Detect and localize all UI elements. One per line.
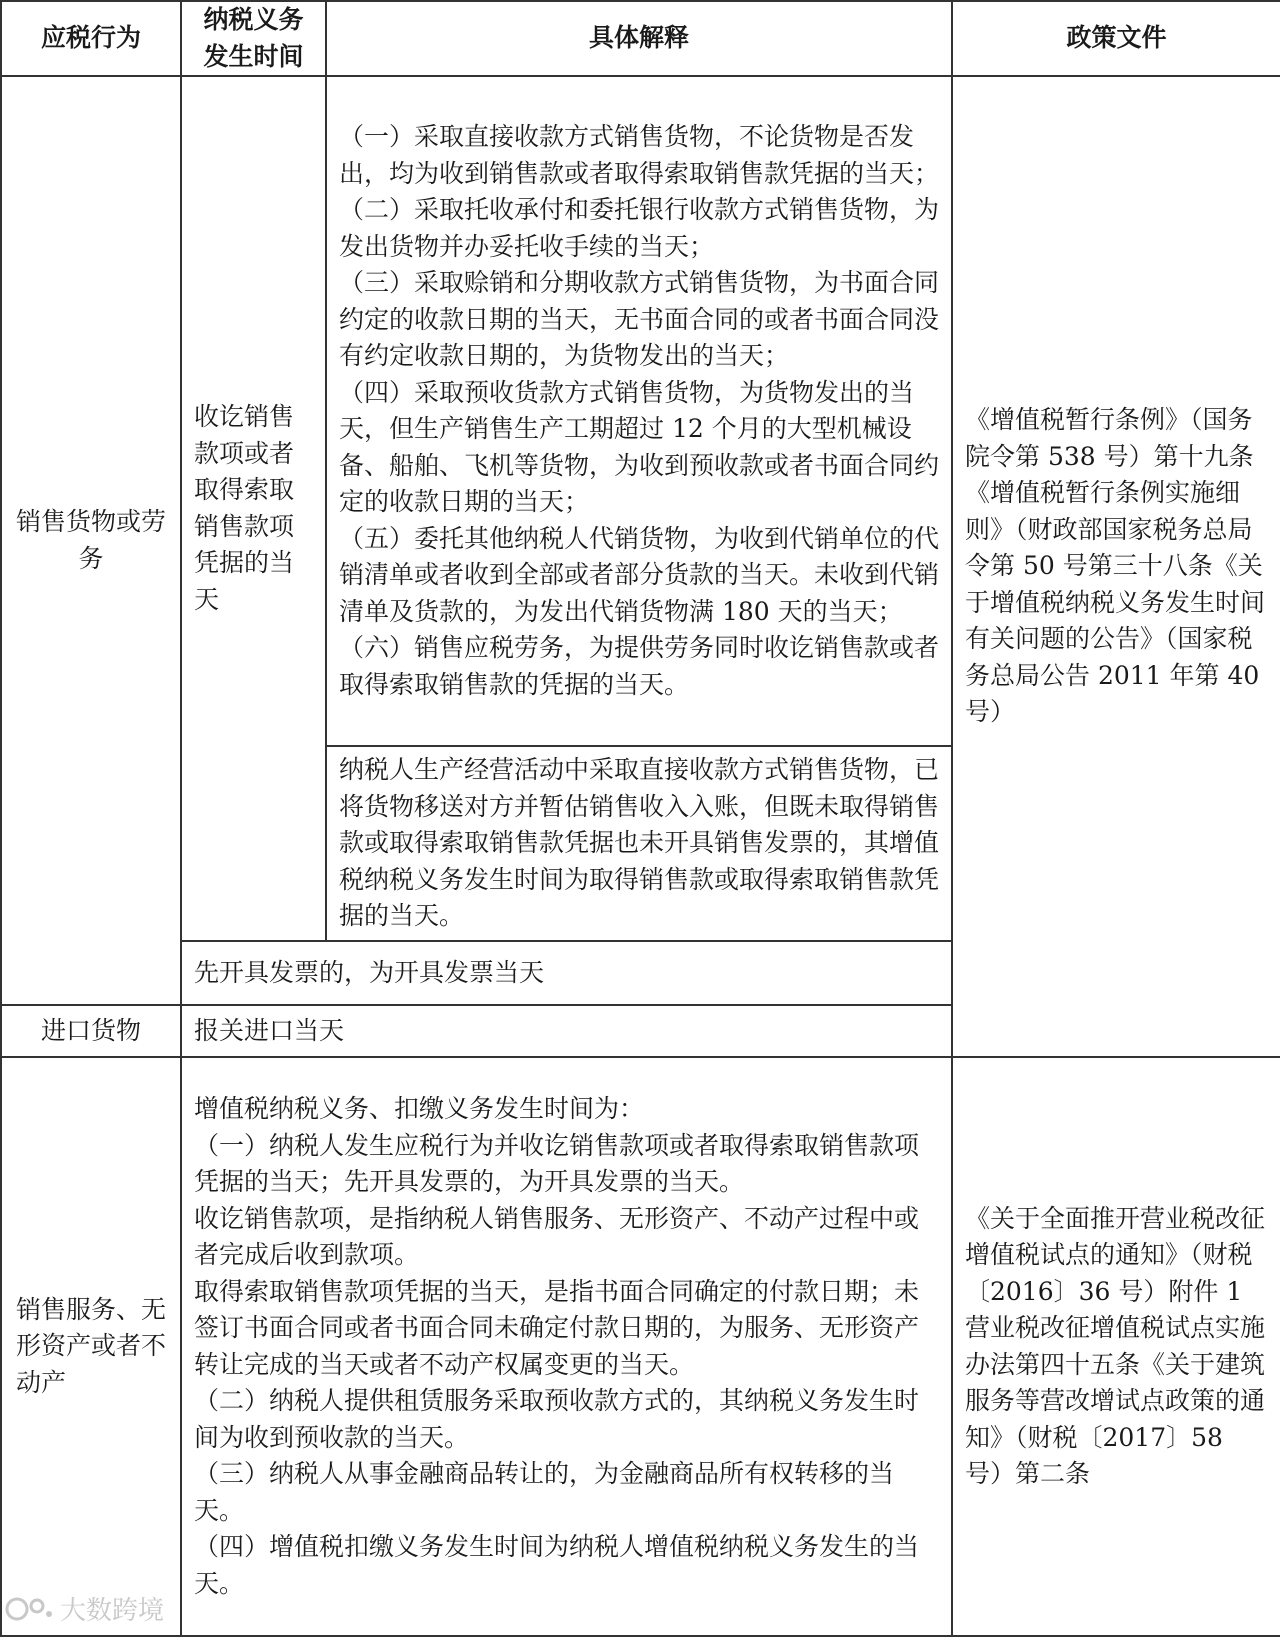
import-time-cell: 报关进口当天 [181,1005,952,1057]
goods-rule-1: （一）采取直接收款方式销售货物，不论货物是否发出，均为收到销售款或者取得索取销售款凭据的当天； [339,122,940,188]
header-taxable-act: 应税行为 [1,1,181,76]
header-row [1,1,1280,76]
goods-rule-5: （五）委托其他纳税人代销货物，为收到代销单位的代销清单或者收到全部或者部分货款的当天。未收到代销清单及货款的，为发出代销货物满 180 天的当天； [339,523,940,626]
import-act-cell: 进口货物 [1,1005,181,1057]
services-rule-2: （二）纳税人提供租赁服务采取预收款方式的，其纳税义务发生时间为收到预收款的当天。 [194,1386,920,1452]
watermark-logo-icon [4,1594,54,1624]
goods-rule-4: （四）采取预收货款方式销售货物，为货物发出的当天，但生产销售生产工期超过 12 个月的大型机械设备、船舶、飞机等货物，为收到预收款或者书面合同约定的收款日期的当天； [339,377,940,516]
goods-rule-3: （三）采取赊销和分期收款方式销售货物，为书面合同约定的收款日期的当天，无书面合同的或者书面合同没有约定收款日期的，为货物发出的当天； [339,268,940,370]
goods-explanation-cell [326,76,952,746]
services-rule-1b: 取得索取销售款项凭据的当天，是指书面合同确定的付款日期；未签订书面合同或者书面合同未确定付款日期的，为服务、无形资产转让完成的当天或者不动产权属变更的当天。 [194,1276,920,1379]
services-row [1,1057,1280,1636]
services-rule-3: （三）纳税人从事金融商品转让的，为金融商品所有权转移的当天。 [194,1459,895,1525]
services-policy-cell: 《关于全面推开营业税改征增值税试点的通知》（财税〔2016〕36 号）附件 1 营业税改征增值税试点实施办法第四十五条《关于建筑服务等营改增试点政策的通知》（财税〔2017〕58 号）第二条 [952,1057,1280,1636]
goods-invoice-first-cell: 先开具发票的，为开具发票当天 [181,941,952,1005]
services-rule-1a: 收讫销售款项，是指纳税人销售服务、无形资产、不动产过程中或者完成后收到款项。 [194,1203,920,1269]
goods-rule-2: （二）采取托收承付和委托银行收款方式销售货物，为发出货物并办妥托收手续的当天； [339,195,940,261]
header-policy: 政策文件 [952,1,1280,76]
services-rule-4: （四）增值税扣缴义务发生时间为纳税人增值税纳税义务发生的当天。 [194,1532,920,1598]
services-explanation-cell [181,1057,952,1636]
goods-act-cell: 销售货物或劳务 [1,76,181,1005]
watermark [4,1590,164,1627]
goods-explanation-supplement: 纳税人生产经营活动中采取直接收款方式销售货物，已将货物移送对方并暂估销售收入入账，但既未取得销售款或取得索取销售款凭据也未开具销售发票的，其增值税纳税义务发生时间为取得销售款或取得索取销售款凭据的当天。 [326,746,952,941]
goods-row-1 [1,76,1280,746]
services-rule-intro: 增值税纳税义务、扣缴义务发生时间为： [194,1094,645,1123]
header-explanation: 具体解释 [326,1,952,76]
goods-rule-6: （六）销售应税劳务，为提供劳务同时收讫销售款或者取得索取销售款的凭据的当天。 [339,633,940,699]
goods-time-cell: 收讫销售款项或者取得索取销售款项凭据的当天 [181,76,326,941]
header-obligation-time: 纳税义务发生时间 [181,1,326,76]
watermark-text: 大数跨境 [60,1596,165,1626]
goods-policy-cell: 《增值税暂行条例》（国务院令第 538 号）第十九条《增值税暂行条例实施细则》（财政部国家税务总局令第 50 号第三十八条《关于增值税纳税义务发生时间有关问题的公告》（国家税务总局公告 2011 年第 40 号） [952,76,1280,1057]
services-act-cell: 销售服务、无形资产或者不动产 [1,1057,181,1636]
services-rule-1: （一）纳税人发生应税行为并收讫销售款项或者取得索取销售款项凭据的当天；先开具发票的，为开具发票的当天。 [194,1130,920,1196]
